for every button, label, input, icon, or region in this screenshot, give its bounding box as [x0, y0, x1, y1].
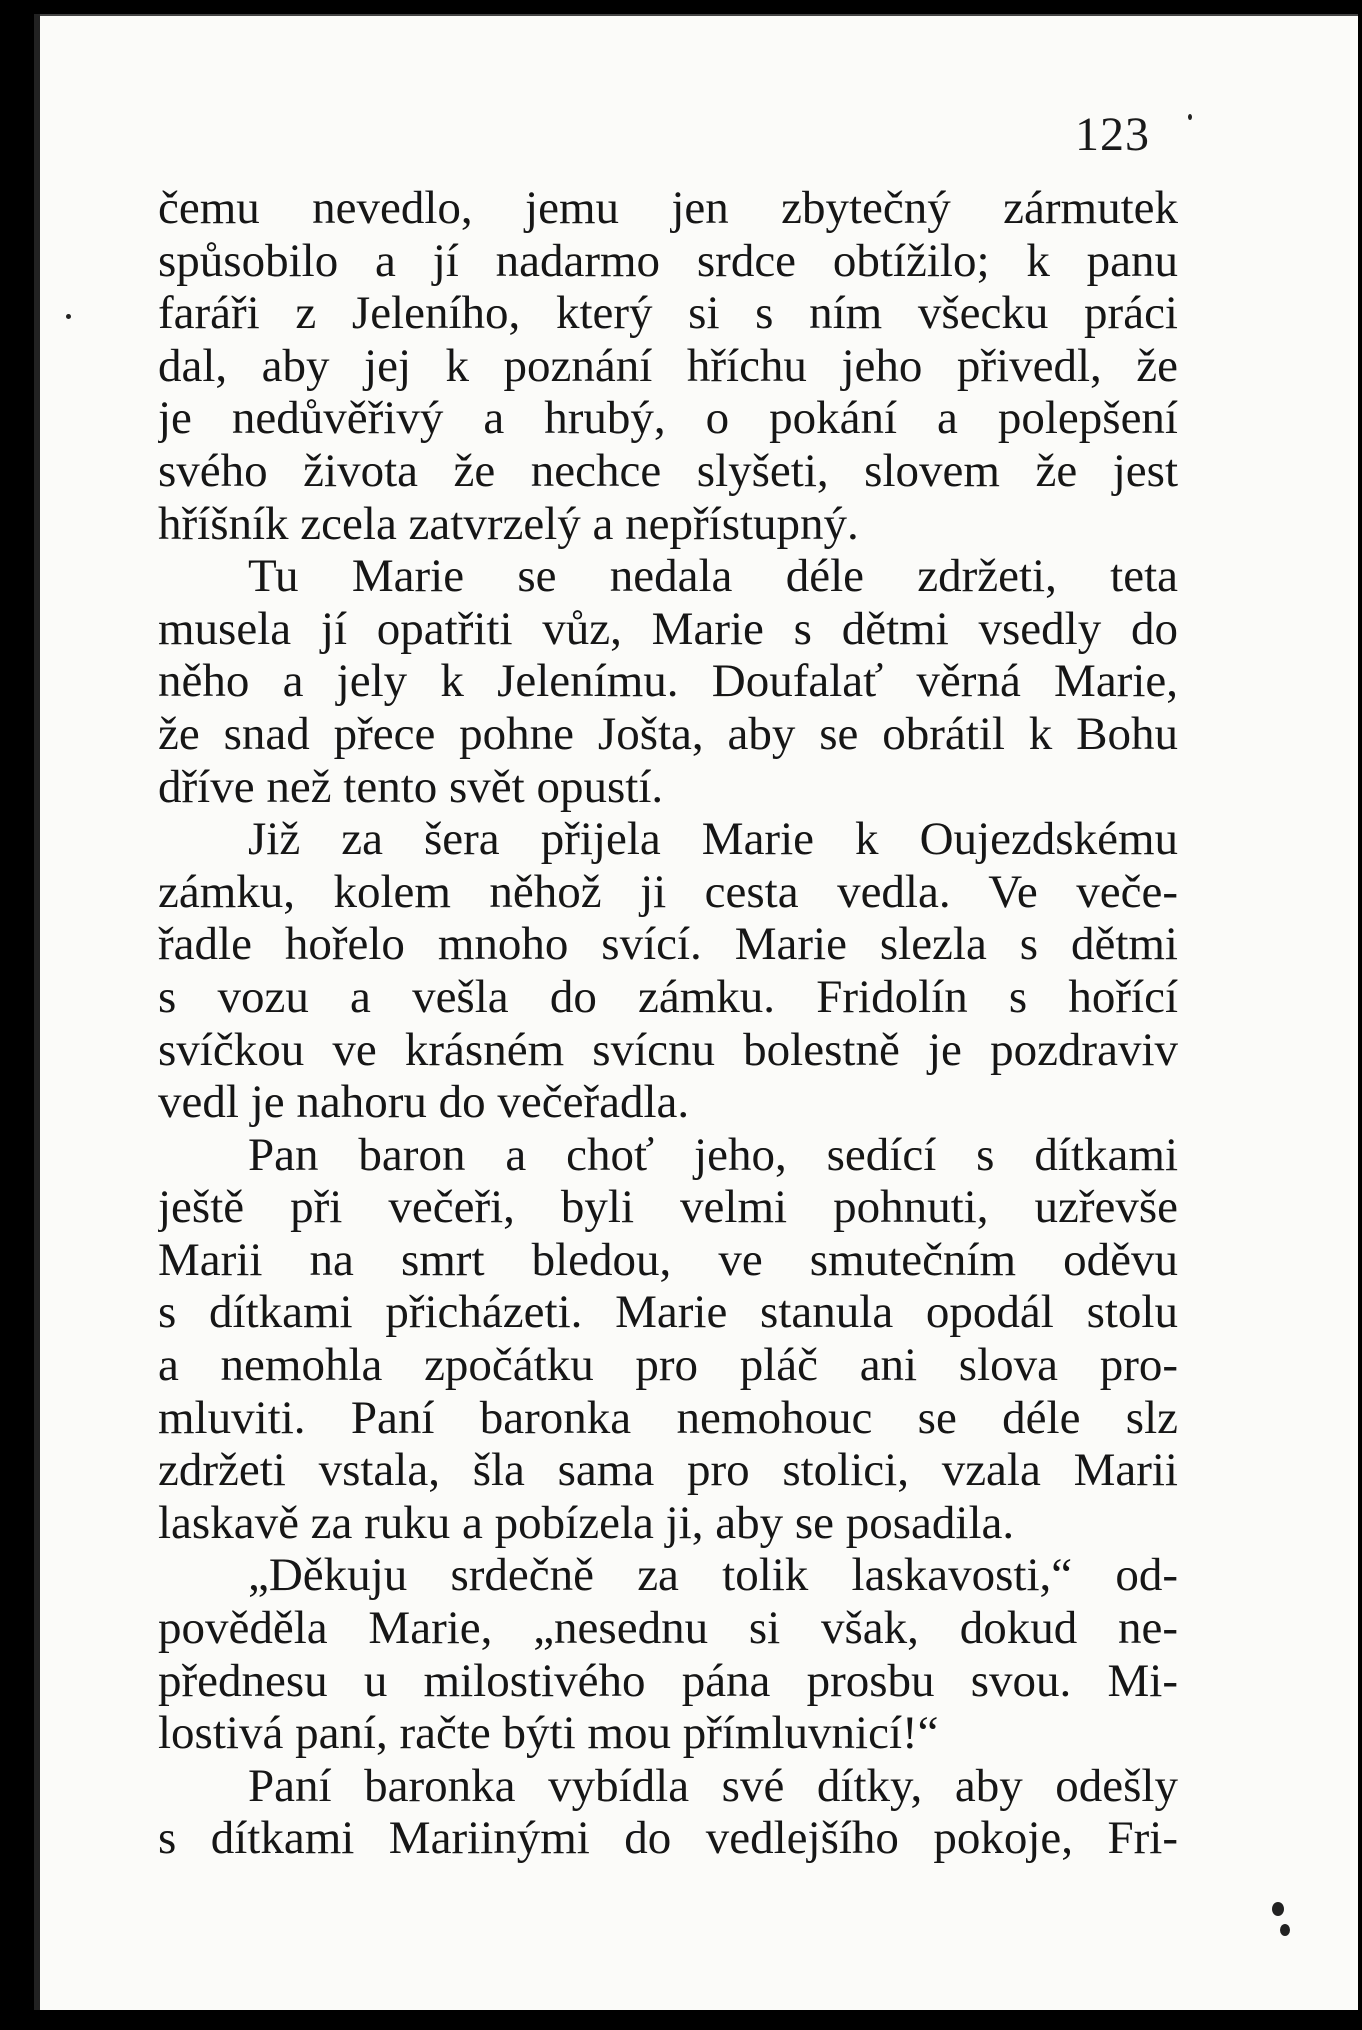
text-line: zdržeti vstala, šla sama pro stolici, vzala Marii — [158, 1444, 1178, 1497]
text-line: laskavě za ruku a pobízela ji, aby se posadila. — [158, 1496, 1015, 1549]
text-line: hříšník zcela zatvrzelý a nepřístupný. — [158, 497, 859, 550]
text-line: spůsobilo a jí nadarmo srdce obtížilo; k panu — [158, 234, 1178, 287]
text-line: Tu Marie se nedala déle zdržeti, teta — [248, 550, 1178, 603]
text-line: vedl je nahoru do večeřadla. — [158, 1076, 690, 1129]
text-line: ještě při večeři, byli velmi pohnuti, uzřevše — [158, 1181, 1178, 1234]
book-page — [34, 14, 1358, 2010]
text-line: a nemohla zpočátku pro pláč ani slova pro- — [158, 1339, 1178, 1392]
page-number: 123 — [1075, 108, 1150, 161]
text-line: zámku, kolem něhož ji cesta vedla. Ve veče- — [158, 865, 1178, 918]
ink-speck — [1188, 114, 1192, 120]
text-line: přednesu u milostivého pána prosbu svou. Mi- — [158, 1654, 1178, 1707]
page-top-edge — [40, 14, 1358, 16]
text-line: „Děkuju srdečně za tolik laskavosti,“ od- — [248, 1549, 1178, 1602]
text-line: s vozu a vešla do zámku. Fridolín s hořící — [158, 970, 1178, 1023]
text-line: pověděla Marie, „nesednu si však, dokud ne- — [158, 1602, 1178, 1655]
text-line: Pan baron a choť jeho, sedící s dítkami — [248, 1128, 1178, 1181]
text-line: dal, aby jej k poznání hříchu jeho přivedl, že — [158, 339, 1178, 392]
ink-speck — [1280, 1924, 1290, 1936]
text-line: s dítkami Mariinými do vedlejšího pokoje, Fri- — [158, 1812, 1178, 1865]
ink-speck — [1272, 1902, 1284, 1916]
body-text — [158, 182, 1178, 1865]
ink-speck — [66, 314, 71, 319]
text-line: s dítkami přicházeti. Marie stanula opodál stolu — [158, 1286, 1178, 1339]
text-line: Již za šera přijela Marie k Oujezdskému — [248, 813, 1178, 866]
text-line: faráři z Jeleního, který si s ním všecku práci — [158, 287, 1178, 340]
text-line: svíčkou ve krásném svícnu bolestně je pozdraviv — [158, 1023, 1178, 1076]
text-line: řadle hořelo mnoho svící. Marie slezla s dětmi — [158, 918, 1178, 971]
text-line: je nedůvěřivý a hrubý, o pokání a polepšení — [158, 392, 1178, 445]
text-line: dříve než tento svět opustí. — [158, 760, 664, 813]
text-line: musela jí opatřiti vůz, Marie s dětmi vsedly do — [158, 602, 1178, 655]
text-line: svého života že nechce slyšeti, slovem že jest — [158, 444, 1178, 497]
text-line: čemu nevedlo, jemu jen zbytečný zármutek — [158, 182, 1178, 234]
text-line: Marii na smrt bledou, ve smutečním oděvu — [158, 1233, 1178, 1286]
text-line: že snad přece pohne Jošta, aby se obrátil k Bohu — [158, 707, 1178, 760]
text-line: něho a jely k Jelenímu. Doufalať věrná Marie, — [158, 655, 1178, 708]
text-line: Paní baronka vybídla své dítky, aby odešly — [248, 1759, 1178, 1812]
text-line: lostivá paní, račte býti mou přímluvnicí!“ — [158, 1707, 939, 1760]
text-line: mluviti. Paní baronka nemohouc se déle slz — [158, 1391, 1178, 1444]
